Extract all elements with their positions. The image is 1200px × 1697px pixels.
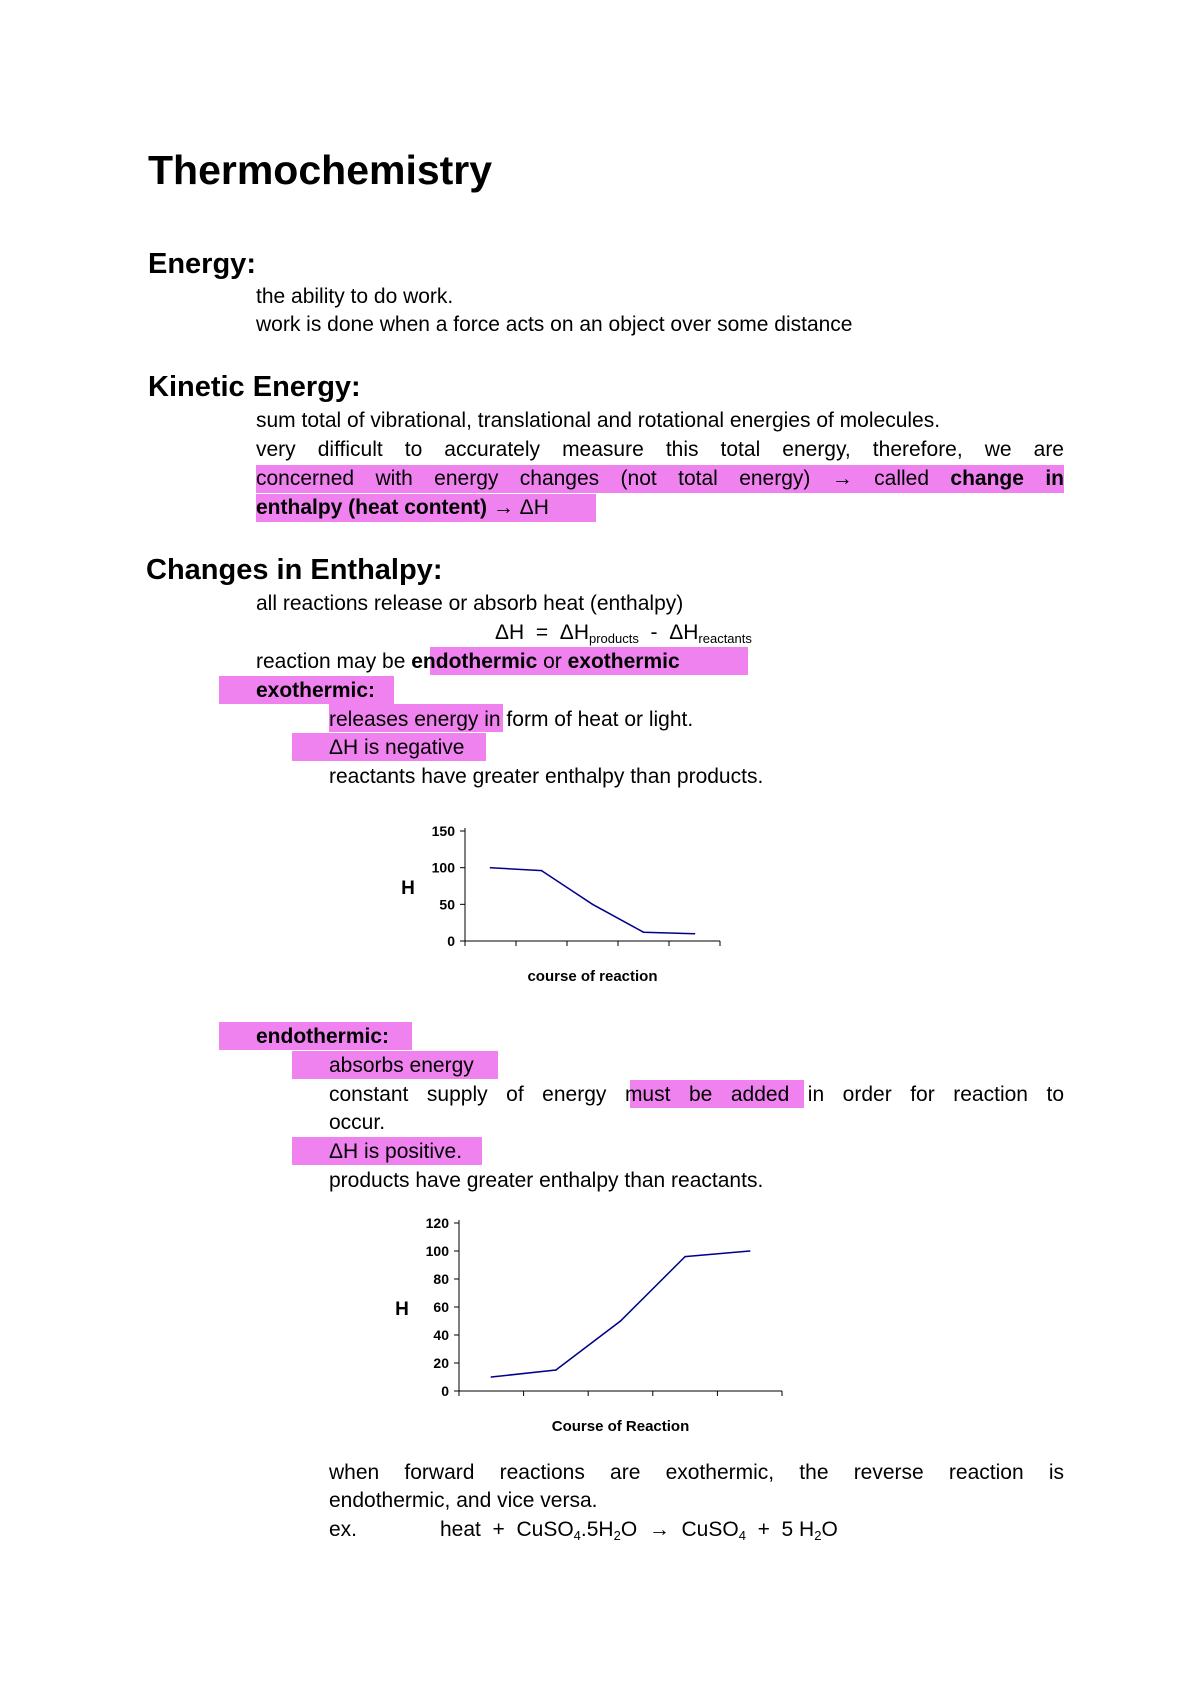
endo-line-2: [329, 1084, 1064, 1105]
series-line: [491, 868, 695, 934]
x-axis-label: Course of Reaction: [551, 1418, 690, 1435]
data-point: [749, 1250, 751, 1252]
kinetic-line-1: sum total of vibrational, translational and rotational energies of molecules.: [256, 409, 941, 432]
changes-line-3-b: endothermic: [411, 650, 538, 673]
y-tick-label: 60: [433, 1299, 449, 1315]
data-point: [555, 1369, 557, 1371]
changes-line-3-c: or: [537, 650, 568, 673]
eq-part-b: .5H: [580, 1518, 614, 1541]
y-tick-label: 50: [439, 896, 455, 913]
eq-part-d: + 5 H: [745, 1518, 815, 1541]
changes-heading: Changes in Enthalpy:: [146, 554, 443, 586]
eq-sub-3: 4: [738, 1528, 746, 1543]
kinetic-line-4-bold: enthalpy (heat content): [256, 496, 488, 519]
y-tick-label: 100: [431, 859, 455, 876]
kinetic-line-4: [256, 497, 549, 518]
exo-heading: exothermic:: [256, 679, 376, 702]
kinetic-line-2: very difficult to accurately measure this total energy, therefore, we are: [256, 438, 1064, 461]
exo-line-1-a: releases energy: [329, 708, 479, 731]
endo-line-2-a: constant supply of energy: [329, 1083, 625, 1106]
data-point: [490, 867, 492, 869]
y-tick-label: 0: [441, 1383, 449, 1399]
eq-sub-2: 2: [613, 1528, 621, 1543]
data-point: [694, 933, 696, 935]
energy-line-1: the ability to do work.: [256, 285, 454, 308]
formula-sub-reactants: reactants: [698, 631, 752, 646]
formula-part-1: ΔH = ΔH: [495, 621, 589, 644]
endo-line-2-c: in order for reaction to: [789, 1083, 1065, 1106]
endo-line-4: products have greater enthalpy than reactants.: [329, 1169, 764, 1192]
y-tick-label: 20: [433, 1355, 449, 1371]
formula-sub-products: products: [589, 631, 639, 646]
enthalpy-formula: [495, 621, 752, 646]
y-tick-label: 100: [425, 1243, 449, 1259]
endo-line-2-cont: occur.: [329, 1111, 386, 1134]
changes-line-1: all reactions release or absorb heat (enthalpy): [256, 592, 684, 615]
exo-line-2: ΔH is negative: [329, 736, 465, 759]
closing-line-1: when forward reactions are exothermic, the reverse reaction is: [329, 1461, 1064, 1484]
kinetic-line-3-text: concerned with energy changes (not total energy) → called: [256, 467, 951, 490]
eq-part-a: heat + CuSO: [440, 1518, 574, 1541]
endo-line-1: absorbs energy: [329, 1054, 474, 1077]
endothermic-chart: [380, 1210, 800, 1440]
changes-line-3-a: reaction may be: [256, 650, 412, 673]
formula-part-2: - ΔH: [638, 621, 699, 644]
energy-line-2: work is done when a force acts on an object over some distance: [256, 313, 853, 336]
data-point: [684, 1256, 686, 1258]
y-axis-label: H: [401, 878, 415, 899]
changes-line-3: [256, 651, 680, 672]
example-label: ex.: [329, 1518, 358, 1541]
eq-sub-1: 4: [573, 1528, 581, 1543]
eq-part-c: O → CuSO: [620, 1518, 739, 1541]
kinetic-heading: Kinetic Energy:: [148, 371, 361, 403]
exo-line-1: [329, 709, 693, 730]
endo-line-2-b: must be added: [624, 1083, 790, 1106]
page-title: Thermochemistry: [148, 147, 493, 193]
y-axis-label: H: [395, 1299, 409, 1320]
endo-heading: endothermic:: [256, 1025, 390, 1048]
closing-line-2: endothermic, and vice versa.: [329, 1489, 598, 1512]
kinetic-line-3-bold: change in: [950, 467, 1064, 490]
energy-heading: Energy:: [148, 248, 256, 280]
data-point: [620, 1320, 622, 1322]
eq-part-e: O: [821, 1518, 838, 1541]
kinetic-line-4-text: → ΔH: [487, 496, 549, 519]
data-point: [592, 904, 594, 906]
data-point: [491, 1376, 493, 1378]
endo-line-3: ΔH is positive.: [329, 1140, 463, 1163]
kinetic-line-3: [256, 468, 1064, 489]
y-tick-label: 150: [431, 823, 455, 839]
exo-line-3: reactants have greater enthalpy than products.: [329, 765, 764, 788]
exo-line-1-b: in form of heat or light.: [478, 708, 694, 731]
data-point: [541, 870, 543, 872]
y-tick-label: 0: [447, 933, 455, 949]
example-equation: [440, 1518, 838, 1543]
x-axis-label: course of reaction: [527, 968, 658, 985]
y-tick-label: 40: [433, 1327, 449, 1343]
eq-sub-4: 2: [814, 1528, 822, 1543]
changes-line-3-d: exothermic: [567, 650, 680, 673]
data-point: [643, 931, 645, 933]
y-tick-label: 80: [433, 1271, 449, 1287]
series-line: [491, 1251, 749, 1377]
exothermic-chart: [380, 810, 740, 990]
y-tick-label: 120: [425, 1215, 449, 1231]
